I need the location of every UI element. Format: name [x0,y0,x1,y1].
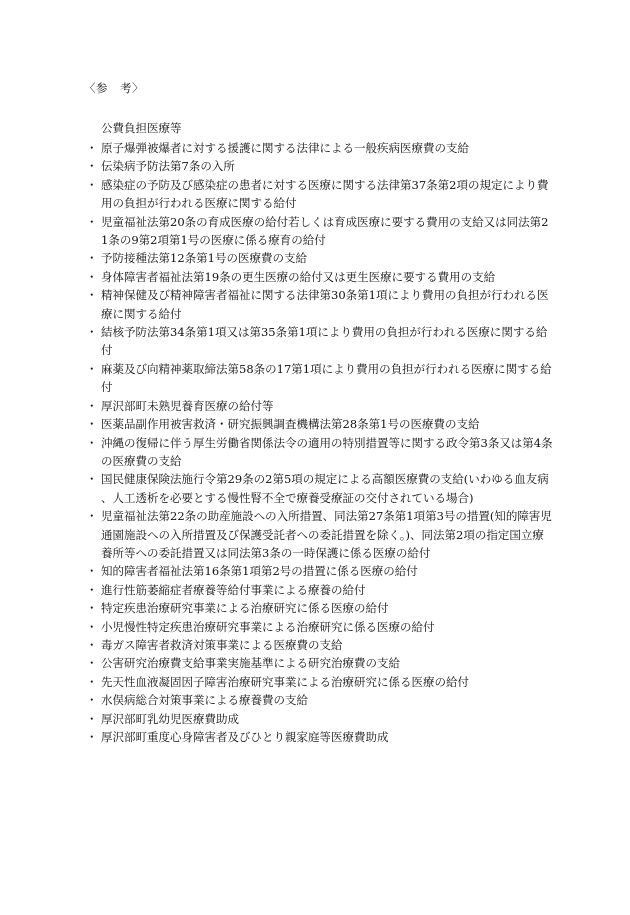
list-item [84,654,554,672]
list-item [84,618,554,636]
list-item-text: 厚沢部町未熟児養育医療の給付等 [101,398,274,413]
bullet-marker: ・ [86,361,98,376]
bullet-marker: ・ [86,619,98,634]
bullet-marker: ・ [86,693,98,708]
list-item [84,286,554,323]
list-item [84,268,554,286]
list-item-text: 国民健康保険法施行令第29条の2第5項の規定による高額医療費の支給(いわゆる血友病、人工透析を必要とする慢性腎不全で療養受療証の交付されている場合) [101,472,549,505]
bullet-marker: ・ [86,288,98,303]
list-item-text: 児童福祉法第22条の助産施設への入所措置、同法第27条第1項第3号の措置(知的障害児通園施設への入所措置及び保護受託者への委託措置を除く。)、同法第2項の指定国立療養所等への委託措置又は同法第3条の一時保護に係る医療の給付 [101,509,552,560]
bullet-marker: ・ [86,398,98,413]
list-item-text: 身体障害者福祉法第19条の更生医療の給付又は更生医療に要する費用の支給 [101,269,496,284]
list-item [84,599,554,617]
bullet-marker: ・ [86,251,98,266]
list-item-text: 小児慢性特定疾患治療研究事業による治療研究に係る医療の給付 [101,619,435,634]
list-item-text: 先天性血液凝固因子障害治療研究事業による治療研究に係る医療の給付 [101,674,469,689]
bullet-marker: ・ [86,564,98,579]
list-item-text: 公害研究治療費支給事業実施基準による研究治療費の支給 [101,656,400,671]
list-item [84,323,554,360]
list-item-text: 沖縄の復帰に伴う厚生労働省関係法令の適用の特別措置等に関する政令第3条又は第4条の医療費の支給 [101,435,553,468]
list-item [84,213,554,250]
bullet-marker: ・ [86,417,98,432]
bullet-marker: ・ [86,730,98,744]
list-item [84,691,554,709]
bullet-marker: ・ [86,472,98,487]
list-item-text: 毒ガス障害者救済対策事業による医療費の支給 [101,637,343,652]
list-item-text: 児童福祉法第20条の育成医療の給付若しくは育成医療に要する費用の支給又は同法第21条の9第2項第1号の医療に係る療育の給付 [101,214,549,248]
list-item-text: 知的障害者福祉法第16条第1項第2号の措置に係る医療の給付 [101,564,418,579]
list-item [84,157,554,175]
section-title: 公費負担医療等 [101,121,182,135]
list-item-text: 原子爆弾被爆者に対する援護に関する法律による一般疾病医療費の支給 [101,141,469,155]
list-item-text: 予防接種法第12条第1号の医療費の支給 [101,251,307,266]
bullet-marker: ・ [86,656,98,671]
bullet-marker: ・ [86,141,98,155]
list-item [84,139,554,157]
list-item-text: 厚沢部町乳幼児医療費助成 [101,711,239,726]
list-item-text: 特定疾患治療研究事業による治療研究に係る医療の給付 [101,601,389,616]
bullet-marker: ・ [86,509,98,524]
list-item [84,249,554,267]
list-item [84,673,554,691]
list-item-text: 精神保健及び精神障害者福祉に関する法律第30条第1項により費用の負担が行われる医療に関する給付 [101,288,549,321]
bullet-marker: ・ [86,325,98,340]
bullet-marker: ・ [86,269,98,284]
list-item-text: 伝染病予防法第7条の入所 [101,159,235,174]
list-item [84,397,554,415]
bullet-marker: ・ [86,582,98,597]
list-item [84,728,554,746]
list-item-text: 麻薬及び向精神薬取締法第58条の17第1項により費用の負担が行われる医療に関する給付 [101,361,552,395]
list-item [84,507,554,562]
list-item [84,360,554,397]
list-item [84,710,554,728]
bullet-marker: ・ [86,637,98,652]
list-item [84,176,554,213]
list-item-text: 医薬品副作用被害救済・研究振興調査機構法第28条第1号の医療費の支給 [101,417,480,432]
list-item-text: 水俣病総合対策事業による療養費の支給 [101,693,308,708]
bullet-marker: ・ [86,711,98,726]
public-expense-list [84,139,554,746]
bullet-marker: ・ [86,674,98,689]
list-item-text: 厚沢部町重度心身障害者及びひとり親家庭等医療費助成 [101,730,389,744]
list-item-text: 結核予防法第34条第1項又は第35条第1項により費用の負担が行われる医療に関する給付 [101,325,548,358]
list-item-text: 進行性筋萎縮症者療養等給付事業による療養の給付 [101,582,366,597]
bullet-marker: ・ [86,177,98,192]
list-item [84,562,554,580]
list-item [84,415,554,433]
bullet-marker: ・ [86,435,98,450]
bullet-marker: ・ [86,214,98,229]
list-item-text: 感染症の予防及び感染症の患者に対する医療に関する法律第37条第2項の規定により費用の負担が行われる医療に関する給付 [101,177,549,211]
list-item [84,636,554,654]
bullet-marker: ・ [86,159,98,174]
list-item [84,470,554,507]
list-item [84,581,554,599]
reference-note-label: 〈参 考〉 [84,81,144,95]
bullet-marker: ・ [86,601,98,616]
list-item [84,434,554,471]
